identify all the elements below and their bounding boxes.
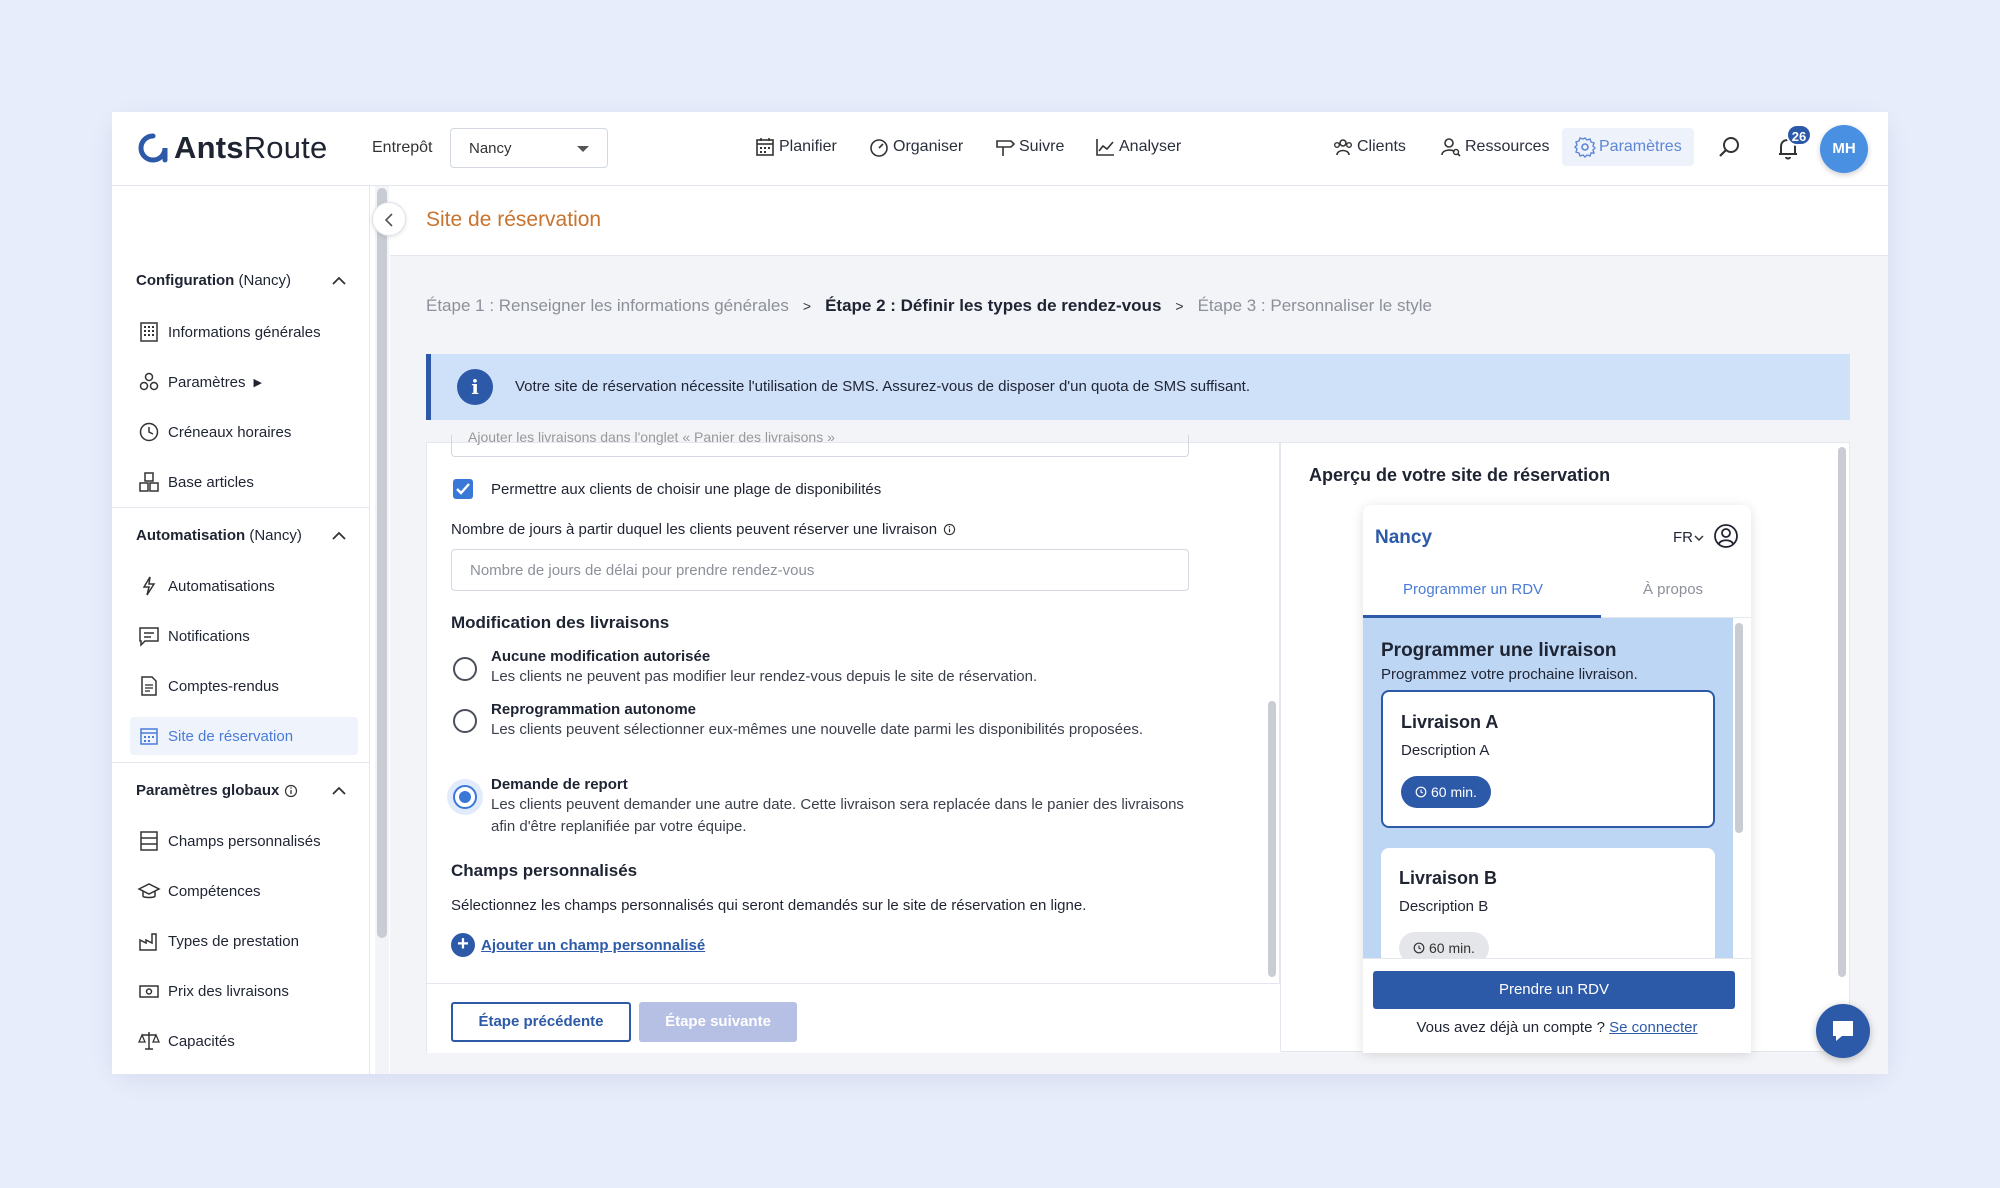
radio-no-modification[interactable] — [453, 657, 477, 681]
collapse-sidebar-button[interactable] — [372, 202, 406, 236]
plus-icon: + — [451, 933, 475, 957]
sidebar-item-creneaux-horaires[interactable] — [130, 413, 358, 451]
notification-badge: 26 — [1786, 124, 1812, 146]
sidebar-item-label: Capacités — [168, 1032, 235, 1050]
nav-organiser[interactable] — [868, 136, 963, 158]
delivery-card-description: Description B — [1399, 898, 1489, 915]
previous-step-button[interactable]: Étape précédente — [451, 1002, 631, 1042]
option-description: Les clients ne peuvent pas modifier leur rendez-vous depuis le site de réservation. — [491, 668, 1038, 685]
option-description: Les clients peuvent sélectionner eux-mêmes une nouvelle date parmi les disponibilités proposées. — [491, 721, 1144, 738]
preview-body-subtitle: Programmez votre prochaine livraison. — [1381, 666, 1638, 683]
calendar-icon — [754, 136, 776, 158]
banknote-icon — [138, 980, 160, 1002]
info-banner — [426, 354, 1850, 420]
login-link[interactable]: Se connecter — [1609, 1019, 1698, 1036]
sidebar-item-label: Site de réservation — [168, 727, 294, 745]
sidebar-item-competences[interactable] — [130, 872, 358, 910]
radio-autonomous-reschedule[interactable] — [453, 709, 477, 733]
chevron-left-icon — [373, 203, 407, 237]
info-icon: i — [457, 369, 493, 405]
days-delay-placeholder: Nombre de jours de délai pour prendre rendez-vous — [470, 562, 815, 579]
preview-scrollbar-thumb[interactable] — [1838, 447, 1846, 977]
scale-icon — [138, 1030, 160, 1052]
delivery-card-title: Livraison B — [1399, 868, 1498, 888]
language-value: FR — [1673, 529, 1693, 546]
entrepot-select[interactable] — [450, 128, 608, 168]
sidebar-group-parametres-globaux[interactable]: Paramètres globaux — [136, 782, 298, 799]
building-icon — [138, 321, 160, 343]
sidebar-item-label: Informations générales — [168, 323, 321, 341]
cut-off-input[interactable] — [451, 429, 1189, 457]
chevron-up-icon[interactable] — [332, 274, 346, 288]
sidebar-item-automatisations[interactable] — [130, 567, 358, 605]
logo[interactable] — [138, 130, 327, 166]
login-prompt-text: Vous avez déjà un compte ? — [1416, 1019, 1605, 1036]
caret-down-icon — [577, 146, 589, 152]
modification-section-title: Modification des livraisons — [451, 613, 670, 632]
nav-suivre-label: Suivre — [1019, 138, 1065, 155]
step-1[interactable]: Étape 1 : Renseigner les informations générales — [426, 296, 789, 315]
entrepot-label: Entrepôt — [372, 139, 433, 156]
user-search-icon — [1440, 136, 1462, 158]
form-scrollbar-thumb[interactable] — [1268, 701, 1276, 977]
sidebar-item-label: Notifications — [168, 627, 250, 645]
step-2: Étape 2 : Définir les types de rendez-vous — [825, 296, 1162, 315]
nav-planifier-label: Planifier — [779, 138, 837, 155]
chat-bubble-icon — [1816, 1004, 1870, 1058]
nav-clients[interactable] — [1332, 136, 1406, 158]
sidebar-item-label: Comptes-rendus — [168, 677, 279, 695]
sidebar-group-automatisation[interactable]: Automatisation (Nancy) — [136, 527, 302, 544]
sidebar-item-champs-personnalises[interactable] — [130, 822, 358, 860]
nav-ressources[interactable] — [1440, 136, 1549, 158]
sidebar-item-types-de-prestation[interactable] — [130, 922, 358, 960]
check-icon — [453, 479, 473, 499]
nav-analyser[interactable] — [1094, 136, 1181, 158]
logo-icon — [138, 133, 168, 163]
step-separator: > — [1175, 298, 1184, 314]
delivery-card-a[interactable] — [1381, 690, 1715, 828]
document-icon — [138, 675, 160, 697]
caret-right-icon: ▶ — [253, 376, 262, 389]
search-icon[interactable] — [1716, 134, 1744, 162]
form-scroll-area — [427, 429, 1281, 983]
form-panel — [426, 429, 1280, 1052]
language-selector[interactable] — [1673, 529, 1705, 546]
form-fields-icon — [138, 830, 160, 852]
cluster-icon — [138, 371, 160, 393]
chart-icon — [1094, 136, 1116, 158]
sidebar-item-base-articles[interactable] — [130, 463, 358, 501]
cut-off-input-text: Ajouter les livraisons dans l'onglet « Panier des livraisons » — [468, 429, 835, 445]
nav-parametres[interactable] — [1562, 128, 1694, 166]
gauge-icon — [868, 136, 890, 158]
info-circle-icon[interactable] — [943, 523, 956, 536]
info-circle-icon — [284, 784, 298, 798]
nav-parametres-label: Paramètres — [1599, 138, 1682, 155]
next-step-button[interactable]: Étape suivante — [639, 1002, 797, 1042]
option-description: Les clients peuvent demander une autre date. Cette livraison sera replacée dans le panier des livraisons afin d'être replanifiée par votre équipe. — [491, 796, 1184, 835]
duration-value: 60 min. — [1429, 940, 1475, 956]
sidebar-item-label: Champs personnalisés — [168, 832, 321, 850]
app-window — [112, 112, 1888, 1074]
duration-value: 60 min. — [1431, 784, 1477, 800]
preview-body — [1363, 618, 1733, 958]
page-title: Site de réservation — [426, 208, 602, 231]
chevron-down-icon — [1693, 532, 1705, 544]
sidebar-item-label: Paramètres — [168, 373, 246, 391]
nav-suivre[interactable] — [994, 136, 1064, 158]
sidebar-item-label: Compétences — [168, 882, 261, 900]
boxes-icon — [138, 471, 160, 493]
days-field-label-text: Nombre de jours à partir duquel les clients peuvent réserver une livraison — [451, 521, 938, 538]
sidebar-item-site-de-reservation[interactable] — [130, 717, 358, 755]
sidebar-divider — [112, 762, 370, 763]
clock-icon — [1415, 786, 1427, 798]
sidebar-item-prix-des-livraisons[interactable] — [130, 972, 358, 1010]
user-circle-icon[interactable] — [1713, 523, 1739, 549]
main-content — [390, 186, 1888, 1074]
tab-a-propos[interactable]: À propos — [1643, 581, 1704, 598]
factory-icon — [138, 930, 160, 952]
sidebar-item-label: Prix des livraisons — [168, 982, 289, 1000]
sidebar — [112, 186, 370, 1074]
graduation-cap-icon — [138, 880, 160, 902]
form-footer — [427, 983, 1281, 1053]
nav-analyser-label: Analyser — [1119, 138, 1182, 155]
sidebar-item-label: Types de prestation — [168, 932, 299, 950]
sidebar-item-capacites[interactable] — [130, 1022, 358, 1060]
preview-footer — [1363, 958, 1751, 1053]
preview-body-scrollbar[interactable] — [1735, 623, 1743, 833]
custom-fields-section-title: Champs personnalisés — [451, 861, 638, 880]
delivery-card-title: Livraison A — [1401, 712, 1499, 732]
sidebar-item-label: Créneaux horaires — [168, 423, 292, 441]
availability-range-label: Permettre aux clients de choisir une plage de disponibilités — [491, 481, 882, 498]
sidebar-item-informations-generales[interactable] — [130, 313, 358, 351]
breadcrumb — [426, 296, 1432, 316]
availability-range-checkbox[interactable] — [453, 479, 473, 499]
sidebar-item-parametres[interactable] — [130, 363, 358, 401]
sidebar-item-notifications[interactable] — [130, 617, 358, 655]
duration-badge — [1401, 776, 1491, 808]
sidebar-group-configuration[interactable]: Configuration (Nancy) — [136, 272, 292, 289]
page-header — [390, 186, 1888, 256]
gear-icon — [1574, 136, 1596, 158]
delivery-card-description: Description A — [1401, 742, 1490, 759]
clock-icon — [138, 421, 160, 443]
sidebar-item-label: Base articles — [168, 473, 254, 491]
option-title: Demande de report — [491, 776, 628, 793]
avatar[interactable]: MH — [1820, 125, 1868, 173]
message-icon — [138, 625, 160, 647]
lightning-icon — [138, 575, 160, 597]
tab-programmer-rdv[interactable]: Programmer un RDV — [1403, 581, 1544, 598]
login-prompt — [1363, 1019, 1751, 1036]
custom-fields-description: Sélectionnez les champs personnalisés qui seront demandés sur le site de réservation en ligne. — [451, 897, 1087, 914]
preview-city: Nancy — [1375, 527, 1433, 548]
nav-clients-label: Clients — [1357, 138, 1406, 155]
sidebar-divider — [112, 507, 370, 508]
preview-body-title: Programmer une livraison — [1381, 640, 1617, 661]
preview-title: Aperçu de votre site de réservation — [1309, 465, 1611, 485]
option-title: Aucune modification autorisée — [491, 648, 711, 665]
add-custom-field-link[interactable] — [451, 933, 705, 957]
chevron-up-icon[interactable] — [332, 529, 346, 543]
logo-text: AntsRoute — [174, 130, 328, 165]
chat-button[interactable] — [1816, 1004, 1870, 1058]
sidebar-item-comptes-rendus[interactable] — [130, 667, 358, 705]
take-appointment-button[interactable]: Prendre un RDV — [1373, 971, 1735, 1009]
chevron-up-icon[interactable] — [332, 784, 346, 798]
nav-planifier[interactable] — [754, 136, 837, 158]
option-title: Reprogrammation autonome — [491, 701, 697, 718]
sidebar-scrollbar-thumb[interactable] — [377, 188, 387, 938]
signpost-icon — [994, 136, 1016, 158]
calendar-icon — [138, 725, 160, 747]
clock-icon — [1413, 942, 1425, 954]
sidebar-item-label: Automatisations — [168, 577, 275, 595]
users-icon — [1332, 136, 1354, 158]
add-custom-field-label: Ajouter un champ personnalisé — [481, 936, 706, 954]
step-separator: > — [802, 298, 812, 314]
days-delay-input[interactable] — [451, 549, 1189, 591]
step-3[interactable]: Étape 3 : Personnaliser le style — [1197, 296, 1432, 315]
top-header — [112, 112, 1888, 186]
entrepot-select-value: Nancy — [469, 140, 512, 157]
nav-organiser-label: Organiser — [893, 138, 964, 155]
radio-postpone-request[interactable] — [453, 785, 477, 809]
nav-ressources-label: Ressources — [1465, 138, 1550, 155]
days-field-label — [451, 521, 956, 538]
info-banner-text: Votre site de réservation nécessite l'utilisation de SMS. Assurez-vous de disposer d'un quota de SMS suffisant. — [515, 378, 1251, 395]
booking-site-preview — [1363, 505, 1751, 1053]
preview-panel — [1280, 442, 1850, 1052]
